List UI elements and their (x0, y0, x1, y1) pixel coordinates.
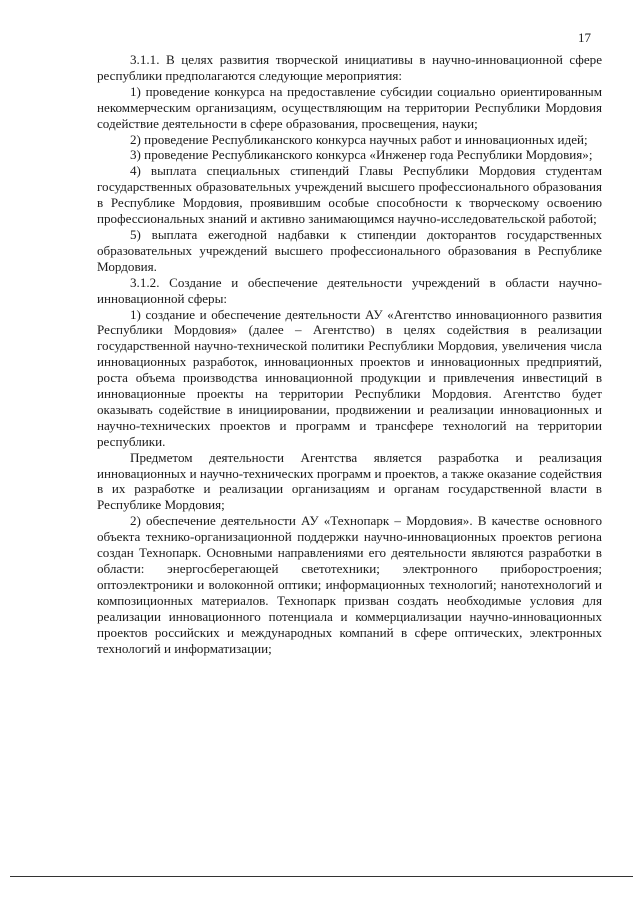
paragraph-item-3: 3) проведение Республиканского конкурса «Инженер года Республики Мордовия»; (130, 147, 593, 163)
page-number: 17 (578, 30, 591, 45)
paragraph-technopark: 2) обеспечение деятельности АУ «Технопарк – Мордовия». В качестве основного объекта технико-организационной поддержки научно-инновационных проектов региона создан Технопарк. Основными направлениями его деятельности являются разработки в области: энергосберегающей светотехники; электронного приборостроения; оптоэлектроники и волоконной оптики; информационных технологий; нанотехнологий и композиционных материалов. Технопарк призван создать необходимые условия для реализации инновационного потенциала и коммерциализации научно-инновационных проектов российских и международных компаний в сфере оптических, электронных технологий и информатизации; (97, 513, 602, 656)
paragraph-item-1: 1) проведение конкурса на предоставление субсидии социально ориентированным некоммерческим организациям, осуществляющим на территории Республики Мордовия содействие деятельности в сфере образования, просвещения, науки; (97, 83, 602, 131)
page-bottom-rule (10, 876, 633, 877)
paragraph-agency: 1) создание и обеспечение деятельности АУ «Агентство инновационного развития Республики Мордовия» (далее – Агентство) в целях содействия в реализации государственной научно-технической политики Республики Мордовия, увеличения числа инновационных разработок, инновационных проектов и инновационных предприятий, роста объема производства инновационной продукции и привлечения инвестиций в инновационные проекты на территории Республики Мордовия. Агентство будет оказывать содействие в инициировании, продвижении и реализации инновационных и научно-технических проектов и программ и трансфере технологий на территории республики. (97, 306, 602, 449)
paragraph-agency-subject: Предметом деятельности Агентства является разработка и реализация инновационных и научно-технических программ и проектов, а также оказание содействия в их разработке и реализации организациям и органам государственной власти в Республике Мордовия; (97, 449, 602, 513)
paragraph-item-5: 5) выплата ежегодной надбавки к стипендии докторантов государственных образовательных учреждений высшего профессионального образования в Республике Мордовия. (97, 226, 602, 274)
paragraph-3-1-1: 3.1.1. В целях развития творческой инициативы в научно-инновационной сфере республики предполагаются следующие мероприятия: (97, 52, 602, 83)
paragraph-item-2: 2) проведение Республиканского конкурса научных работ и инновационных идей; (130, 131, 588, 147)
paragraph-3-1-2: 3.1.2. Создание и обеспечение деятельности учреждений в области научно-инновационной сферы: (97, 274, 602, 306)
document-body (97, 52, 602, 656)
paragraph-item-4: 4) выплата специальных стипендий Главы Республики Мордовия студентам государственных образовательных учреждений высшего профессионального образования в Республике Мордовия, проявившим особые способности к творческому освоению профессиональных знаний и активно занимающимся научно-исследовательской работой; (97, 163, 602, 227)
